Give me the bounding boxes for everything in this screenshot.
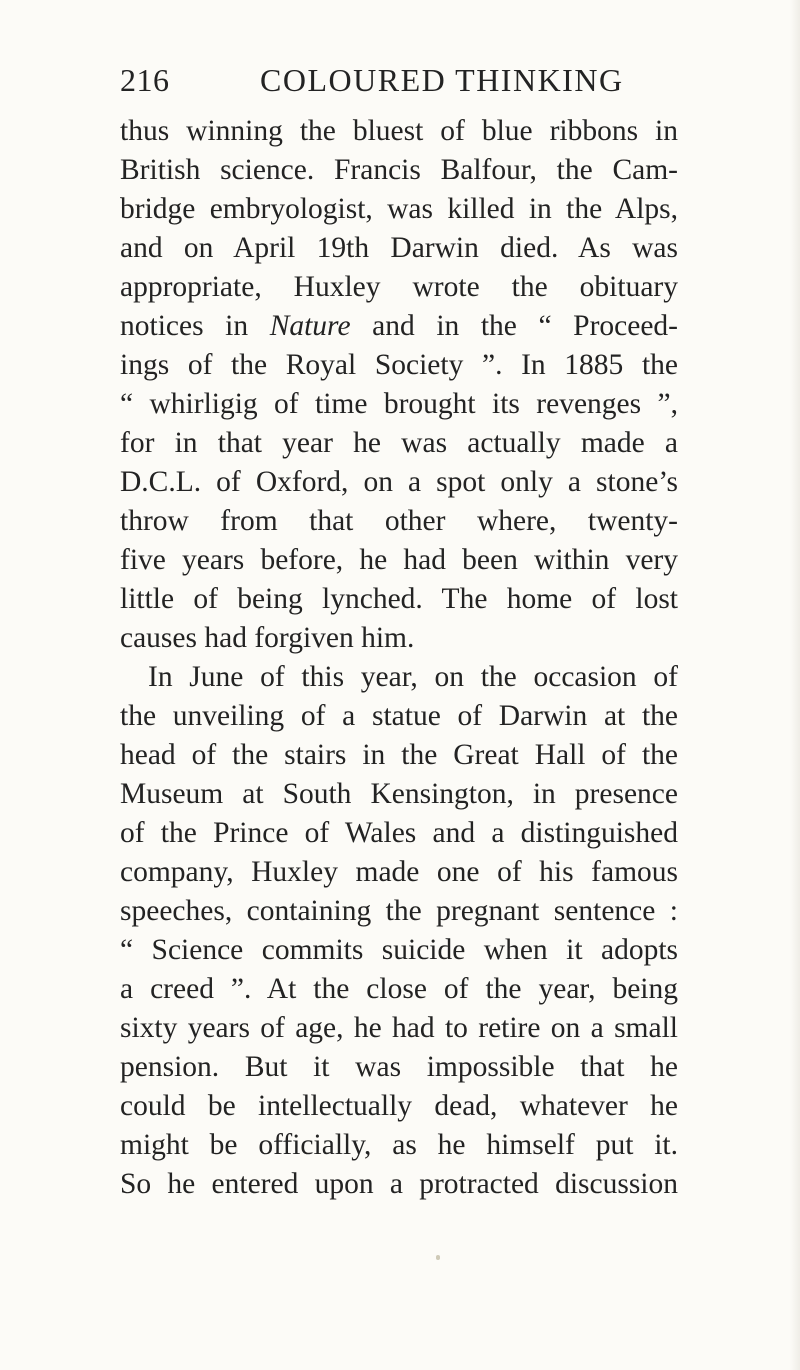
text-line: bridge embryologist, was killed in the Alps,: [120, 193, 678, 225]
text-line: thus winning the bluest of blue ribbons in: [120, 115, 678, 147]
text-line: could be intellectually dead, whatever he: [120, 1090, 678, 1122]
text-line: head of the stairs in the Great Hall of the: [120, 739, 678, 771]
text-line: ings of the Royal Society ”. In 1885 the: [120, 349, 678, 381]
page-number: 216: [120, 62, 170, 98]
text-line: a creed ”. At the close of the year, being: [120, 973, 678, 1005]
text-line: for in that year he was actually made a: [120, 427, 678, 459]
text-line: company, Huxley made one of his famous: [120, 856, 678, 888]
running-head: [120, 62, 680, 106]
running-title: COLOURED THINKING: [260, 62, 624, 98]
text-line: pension. But it was impossible that he: [120, 1051, 678, 1083]
text-segment: and in the “ Proceed-: [372, 310, 678, 342]
text-line: [120, 307, 678, 346]
text-line: little of being lynched. The home of lost: [120, 583, 678, 615]
text-line: Museum at South Kensington, in presence: [120, 778, 678, 810]
paper-speck: [436, 1255, 440, 1260]
text-line: D.C.L. of Oxford, on a spot only a stone’s: [120, 466, 678, 498]
page-edge-shadow: [790, 0, 800, 1370]
paragraph-start-line: In June of this year, on the occasion of: [148, 661, 678, 693]
text-line: might be officially, as he himself put it.: [120, 1129, 678, 1161]
text-line: “ whirligig of time brought its revenges ”,: [120, 388, 678, 420]
body-text: [120, 112, 678, 1204]
text-line: “ Science commits suicide when it adopts: [120, 934, 678, 966]
text-line: causes had forgiven him.: [120, 622, 415, 654]
text-line: of the Prince of Wales and a distinguished: [120, 817, 678, 849]
journal-title-nature: Nature: [269, 310, 351, 342]
text-line: the unveiling of a statue of Darwin at the: [120, 700, 678, 732]
text-segment: notices in: [120, 310, 249, 342]
text-line: throw from that other where, twenty-: [120, 505, 678, 537]
text-line: sixty years of age, he had to retire on a small: [120, 1012, 678, 1044]
text-line: and on April 19th Darwin died. As was: [120, 232, 678, 264]
text-line: British science. Francis Balfour, the Cam-: [120, 154, 678, 186]
text-line: appropriate, Huxley wrote the obituary: [120, 271, 678, 303]
text-line: speeches, containing the pregnant sentence :: [120, 895, 678, 927]
text-line: five years before, he had been within very: [120, 544, 678, 576]
text-line: So he entered upon a protracted discussion: [120, 1168, 678, 1200]
